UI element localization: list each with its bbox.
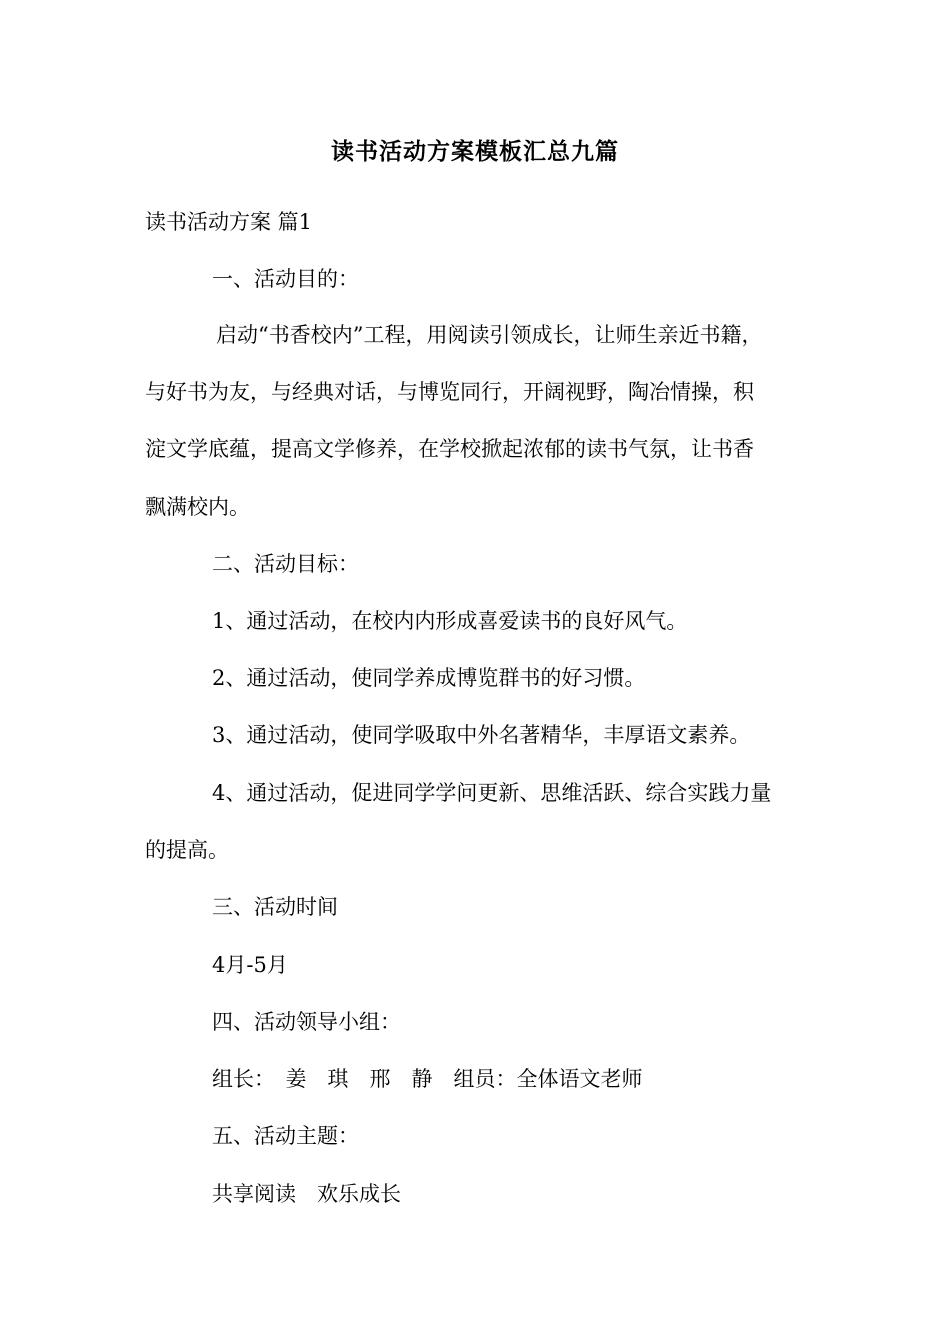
leaders-text: 组长： 姜 琪 邢 静 组员：全体语文老师 bbox=[212, 1067, 643, 1091]
leaders-heading: 四、活动领导小组： bbox=[212, 1010, 401, 1034]
theme-heading: 五、活动主题： bbox=[212, 1124, 359, 1148]
theme-value: 共享阅读 欢乐成长 bbox=[212, 1182, 401, 1206]
purpose-heading: 一、活动目的： bbox=[212, 267, 359, 291]
goal-item-3: 3、通过活动，使同学吸取中外名著精华，丰厚语文素养。 bbox=[212, 723, 751, 747]
goals-heading: 二、活动目标： bbox=[212, 552, 359, 576]
goal-item-4-continued: 的提高。 bbox=[145, 838, 229, 862]
goal-item-4: 4、通过活动，促进同学学问更新、思维活跃、综合实践力量 bbox=[212, 781, 772, 805]
time-value: 4月-5月 bbox=[212, 953, 288, 977]
purpose-line-1: 启动“书香校内”工程，用阅读引领成长，让师生亲近书籍， bbox=[216, 323, 763, 347]
document-title: 读书活动方案模板汇总九篇 bbox=[331, 138, 619, 165]
goal-item-2: 2、通过活动，使同学养成博览群书的好习惯。 bbox=[212, 666, 646, 690]
section-heading: 读书活动方案 篇1 bbox=[145, 210, 313, 234]
purpose-line-3: 淀文学底蕴，提高文学修养，在学校掀起浓郁的读书气氛，让书香 bbox=[145, 437, 754, 461]
purpose-line-2: 与好书为友，与经典对话，与博览同行，开阔视野，陶冶情操，积 bbox=[145, 380, 754, 404]
purpose-line-4: 飘满校内。 bbox=[145, 495, 250, 519]
time-heading: 三、活动时间 bbox=[212, 895, 338, 919]
goal-item-1: 1、通过活动，在校内内形成喜爱读书的良好风气。 bbox=[212, 609, 688, 633]
